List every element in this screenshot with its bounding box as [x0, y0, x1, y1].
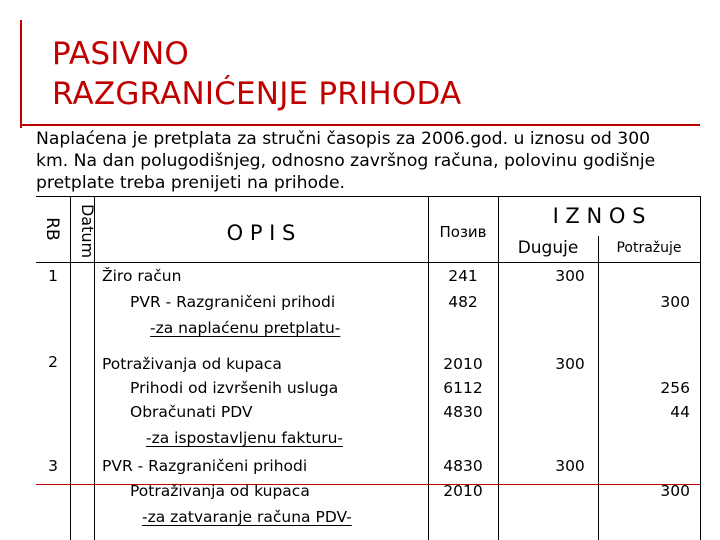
- title-underline: [20, 124, 700, 126]
- amount-debit: 300: [555, 355, 585, 373]
- account-credit: Obračunati PDV: [130, 403, 253, 421]
- account-credit: PVR - Razgraničeni prihodi: [130, 293, 336, 311]
- entry-note: -za zatvaranje računa PDV-: [142, 508, 352, 526]
- account-code: 4830: [443, 403, 483, 421]
- header-duguje: Duguje: [517, 238, 579, 258]
- account-code: 2010: [443, 482, 483, 500]
- amount-debit: 300: [555, 267, 585, 285]
- header-rb: RB: [42, 217, 62, 241]
- header-datum: Datum: [78, 203, 97, 259]
- table-header-border: [36, 262, 700, 263]
- header-opis: O P I S: [226, 221, 296, 245]
- account-code: 2010: [443, 355, 483, 373]
- entry-number: 3: [48, 457, 58, 475]
- amount-credit: 300: [660, 482, 690, 500]
- account-code: 6112: [443, 379, 483, 397]
- amount-credit: 256: [660, 379, 690, 397]
- intro-line: pretplate treba prenijeti na prihode.: [36, 173, 345, 193]
- page-title-line2: RAZGRANIĆENJE PRIHODA: [52, 76, 462, 112]
- col-divider-rb: [70, 196, 71, 540]
- intro-line: km. Na dan polugodišnjeg, odnosno završnog računa, polovinu godišnje: [36, 151, 656, 171]
- entry-number: 1: [48, 267, 58, 285]
- amount-debit: 300: [555, 457, 585, 475]
- account-credit: Potraživanja od kupaca: [130, 482, 310, 500]
- account-code: 241: [448, 267, 478, 285]
- header-potrazuje: Potražuje: [616, 240, 682, 256]
- page-title-line1: PASIVNO: [52, 36, 189, 72]
- account-credit: Prihodi od izvršenih usluga: [130, 379, 339, 397]
- header-poziv: Позив: [439, 223, 487, 241]
- account-debit: Žiro račun: [102, 267, 182, 285]
- header-iznos: I Z N O S: [552, 204, 646, 228]
- account-code: 4830: [443, 457, 483, 475]
- intro-line: Naplaćena je pretplata za stručni časopis za 2006.god. u iznosu od 300: [36, 129, 651, 149]
- table-right-border: [700, 196, 701, 540]
- account-code: 482: [448, 293, 478, 311]
- amount-credit: 300: [660, 293, 690, 311]
- account-debit: PVR - Razgraničeni prihodi: [102, 457, 308, 475]
- account-debit: Potraživanja od kupaca: [102, 355, 282, 373]
- entry-note: -za ispostavljenu fakturu-: [146, 429, 344, 447]
- entry-note: -za naplaćenu pretplatu-: [150, 319, 341, 337]
- table-top-border: [36, 196, 700, 197]
- amount-credit: 44: [670, 403, 690, 421]
- title-accent-line: [20, 20, 22, 128]
- entry-number: 2: [48, 353, 58, 371]
- intro-paragraph: [36, 128, 706, 194]
